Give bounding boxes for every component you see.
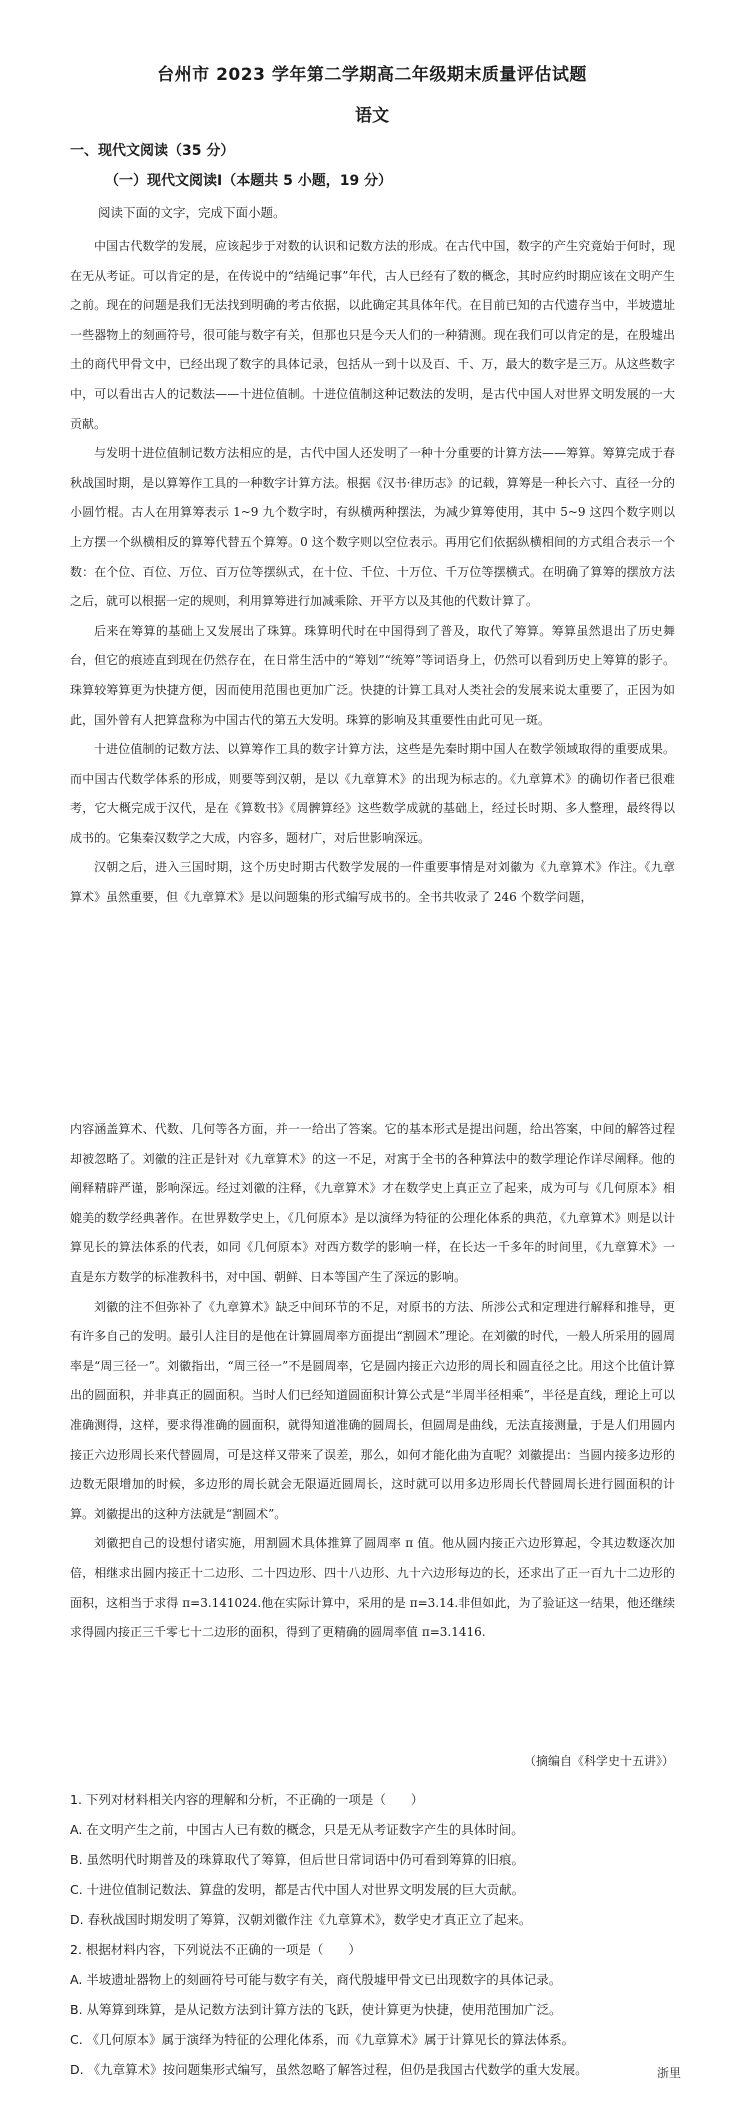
section-heading: 一、现代文阅读（35 分） [70,143,235,159]
subject-title: 语文 [355,106,389,126]
passage-paragraph: 十进位值制的记数方法、以算筹作工具的数字计算方法，这些是先秦时期中国人在数学领域取得的重要成果。而中国古代数学体系的形成，则要等到汉朝，是以《九章算术》的出现为标志的。《九章算术》的确切作者已很难考，它大概完成于汉代，是在《算数书》《周髀算经》这些数学成就的基础上，经过长时期、多人整理，最终得以成书的。它集秦汉数学之大成，内容多，题材广，对后世影响深远。 [70,742,675,845]
question-option[interactable]: D. 《九章算术》按问题集形式编写，虽然忽略了解答过程，但仍是我国古代数学的重大发展。 [70,2062,588,2077]
questions [70,1790,675,2030]
page-footer: 浙里 [656,2066,681,2080]
question-option[interactable]: C. 十进位值制记数法、算盘的发明，都是古代中国人对世界文明发展的巨大贡献。 [70,1882,525,1897]
exam-title: 台州市 2023 学年第二学期高二年级期末质量评估试题 [157,65,587,85]
question-option[interactable]: B. 从筹算到珠算，是从记数方法到计算方法的飞跃，使计算更为快捷，使用范围加广泛。 [70,2002,562,2017]
passage-part-1 [70,232,675,913]
passage-paragraph: 刘徽把自己的设想付诸实施，用割圆术具体推算了圆周率 π 值。他从圆内接正六边形算起，令其边数逐次加倍，相继求出圆内接正十二边形、二十四边形、四十八边形、九十六边形每边的长，还求出了正一百九十二边形的面积，这相当于求得 π=3.141024.他在实际计算中，采用的是 π=3.14.非但如此，为了验证这一结果，他还继续求得圆内接正三千零七十二边形的面积，得到了更精确的圆周率值 π=3.1416. [70,1536,675,1640]
passage-paragraph: 刘徽的注不但弥补了《九章算术》缺乏中间环节的不足，对原书的方法、所涉公式和定理进行解释和推导，更有许多自己的发明。最引人注目的是他在计算圆周率方面提出“割圆术”理论。在刘徽的时代，一般人所采用的圆周率是“周三径一”。刘徽指出，“周三径一”不是圆周率，它是圆内接正六边形的周长和圆直径之比。用这个比值计算出的圆面积，并非真正的圆面积。当时人们已经知道圆面积计算公式是“半周半径相乘”，半径是直线，理论上可以准确测得，这样，要求得准确的圆面积，就得知道准确的圆周长，但圆周是曲线，无法直接测量，于是人们用圆内接正六边形周长来代替圆周，可是这样又带来了误差，那么，如何才能化曲为直呢？刘徽提出：当圆内接多边形的边数无限增加的时候，多边形的周长就会无限逼近圆周长，这时就可以用多边形周长代替圆周长进行圆面积的计算。刘徽提出的这种方法就是“割圆术”。 [70,1299,675,1521]
questions-continued [70,2030,675,2090]
passage-paragraph: 内容涵盖算术、代数、几何等各方面，并一一给出了答案。它的基本形式是提出问题，给出答案，中间的解答过程却被忽略了。刘徽的注正是针对《九章算术》的这一不足，对寓于全书的各种算法中的数学理论作详尽阐释。他的阐释精辟严谨，影响深远。经过刘徽的注释，《九章算术》才在数学史上真正立了起来，成为可与《几何原本》相媲美的数学经典著作。在世界数学史上，《几何原本》是以演绎为特征的公理化体系的典范，《九章算术》则是以计算见长的算法体系的代表，如同《几何原本》对西方数学的影响一样，在长达一千多年的时间里，《九章算术》一直是东方数学的标准教科书，对中国、朝鲜、日本等国产生了深远的影响。 [70,1122,675,1284]
reading-instruction: 阅读下面的文字，完成下面小题。 [98,205,286,220]
passage-paragraph: 中国古代数学的发展，应该起步于对数的认识和记数方法的形成。在古代中国，数字的产生究竟始于何时，现在无从考证。可以肯定的是，在传说中的“结绳记事”年代，古人已经有了数的概念，其时应约时期应该在文明产生之前。现在的问题是我们无法找到明确的考古依据，以此确定其具体年代。在目前已知的古代遗存当中，半坡遗址一些器物上的刻画符号，很可能与数字有关，但那也只是今天人们的一种猜测。现在我们可以肯定的是，在殷墟出土的商代甲骨文中，已经出现了数字的具体记录，包括从一到十以及百、千、万，最大的数字是三万。从这些数字中，可以看出古人的记数法——十进位值制。十进位值制这种记数法的发明，是古代中国人对世界文明发展的一大贡献。 [70,239,675,431]
question-option[interactable]: C. 《几何原本》属于演绎为特征的公理化体系，而《九章算术》属于计算见长的算法体系。 [70,2032,575,2047]
passage-paragraph: 与发明十进位值制记数方法相应的是，古代中国人还发明了一种十分重要的计算方法——筹算。筹算完成于春秋战国时期，是以算筹作工具的一种数字计算方法。根据《汉书·律历志》的记载，算筹是一种长六寸、直径一分的小圆竹棍。古人在用算筹表示 1~9 九个数字时，有纵横两种摆法，为减少算筹使用，其中 5~9 这四个数字则以上方摆一个纵横相反的算筹代替五个算筹。0 这个数字则以空位表示。再用它们依据纵横相间的方式组合表示一个数：在个位、百位、万位、百万位等摆纵式，在十位、千位、十万位、千万位等摆横式。在明确了算筹的摆放方法之后，就可以根据一定的规则，利用算筹进行加减乘除、开平方以及其他的代数计算了。 [70,446,675,609]
passage-part-2 [70,1115,675,1648]
question-option[interactable]: B. 虽然明代时期普及的珠算取代了筹算，但后世日常词语中仍可看到筹算的旧痕。 [70,1852,525,1867]
passage-source: （摘编自《科学史十五讲》） [523,1754,674,1768]
question-option[interactable]: A. 半坡遗址器物上的刻画符号可能与数字有关，商代殷墟甲骨文已出现数字的具体记录。 [70,1972,562,1987]
question-option[interactable]: A. 在文明产生之前，中国古人已有数的概念，只是无从考证数字产生的具体时间。 [70,1822,524,1837]
passage-paragraph: 后来在筹算的基础上又发展出了珠算。珠算明代时在中国得到了普及，取代了筹算。筹算虽然退出了历史舞台，但它的痕迹直到现在仍然存在，在日常生活中的“筹划”“统筹”等词语身上，仍然可以看到历史上筹算的影子。珠算较筹算更为快捷方便，因而使用范围也更加广泛。快捷的计算工具对人类社会的发展来说太重要了，正因为如此，国外曾有人把算盘称为中国古代的第五大发明。珠算的影响及其重要性由此可见一斑。 [70,623,675,727]
question-stem: 2. 根据材料内容，下列说法不正确的一项是（ ） [70,1942,361,1957]
passage-paragraph: 汉朝之后，进入三国时期，这个历史时期古代数学发展的一件重要事情是对刘徽为《九章算术》作注。《九章算术》虽然重要，但《九章算术》是以问题集的形式编写成书的。全书共收录了 246 个数学问题， [70,860,675,905]
question-stem: 1. 下列对材料相关内容的理解和分析，不正确的一项是（ ） [70,1792,424,1807]
subsection-heading: （一）现代文阅读Ⅰ（本题共 5 小题，19 分） [105,173,393,189]
question-option[interactable]: D. 春秋战国时期发明了筹算，汉朝刘徽作注《九章算术》，数学史才真正立了起来。 [70,1912,532,1927]
